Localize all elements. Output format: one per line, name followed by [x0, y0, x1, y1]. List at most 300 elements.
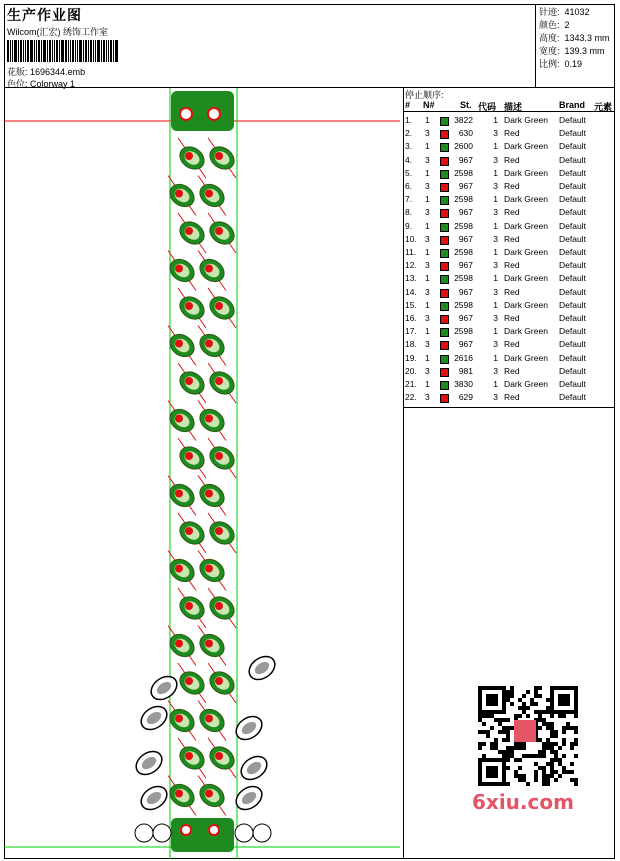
flower-dot [205, 190, 213, 198]
qr-module [550, 774, 554, 778]
qr-module [522, 706, 526, 710]
row-desc: Dark Green [504, 194, 548, 205]
flower-dot [215, 677, 223, 685]
row-desc: Dark Green [504, 247, 548, 257]
row-stitches: 981 [458, 365, 473, 376]
qr-module [562, 742, 566, 746]
qr-module [562, 738, 566, 742]
qr-module [558, 714, 562, 718]
qr-module [478, 714, 482, 718]
qr-module [562, 770, 566, 774]
row-code: 3 [493, 392, 498, 403]
row-desc: Red [504, 365, 520, 376]
qr-module [482, 722, 486, 726]
row-brand: Default [559, 247, 586, 257]
table-row [404, 115, 615, 128]
qr-module [526, 690, 530, 694]
colorway-label: 色位: [7, 79, 28, 89]
color-swatch [440, 117, 449, 126]
row-stitches: 967 [458, 181, 473, 191]
flower-dot [205, 490, 213, 498]
spec-label: 颜色: [539, 20, 560, 30]
row-needle: 3 [425, 207, 430, 218]
qr-logo [514, 720, 536, 742]
flower-dot [215, 527, 223, 535]
lace-ring [235, 824, 253, 842]
flower-dot [205, 640, 213, 648]
row-index: 22. [405, 392, 417, 403]
qr-module [570, 770, 574, 774]
flower-dot [215, 452, 223, 460]
row-code: 1 [493, 352, 498, 363]
spec-scale [539, 57, 582, 70]
qr-module [530, 702, 534, 706]
qr-module [506, 698, 510, 702]
qr-module [546, 738, 550, 742]
color-swatch [440, 196, 449, 205]
qr-module [554, 770, 558, 774]
qr-module [550, 726, 554, 730]
qr-module [542, 770, 546, 774]
flower-dot [185, 527, 193, 535]
row-index: 10. [405, 233, 417, 244]
qr-module [554, 750, 558, 754]
row-brand: Default [559, 260, 586, 271]
qr-module [542, 718, 546, 722]
spec-height [539, 31, 610, 44]
qr-module [522, 754, 526, 758]
qr-module [538, 710, 542, 714]
qr-module [518, 758, 522, 762]
row-desc: Red [504, 260, 520, 271]
row-index: 7. [405, 194, 413, 205]
color-swatch [440, 143, 449, 152]
flower-dot [205, 790, 213, 798]
qr-module [506, 754, 510, 758]
row-desc: Dark Green [504, 141, 548, 152]
qr-module [502, 730, 506, 734]
qr-module [570, 778, 574, 782]
flower-dot [185, 452, 193, 460]
qr-module [506, 718, 510, 722]
table-row [404, 260, 615, 273]
row-needle: 1 [425, 273, 430, 284]
qr-module [566, 726, 570, 730]
spec-value: 1343.3 mm [564, 33, 610, 43]
qr-module [510, 690, 514, 694]
row-index: 13. [405, 273, 417, 284]
qr-module [490, 742, 494, 746]
qr-module [478, 742, 482, 746]
col-stitches: St. [460, 100, 472, 110]
qr-module [522, 710, 526, 714]
qr-module [506, 758, 510, 762]
qr-module [478, 730, 482, 734]
row-brand: Default [559, 299, 586, 310]
row-index: 21. [405, 379, 417, 389]
spec-label: 针迹: [539, 7, 560, 17]
row-code: 3 [493, 339, 498, 350]
qr-module [514, 746, 518, 750]
row-needle: 3 [425, 286, 430, 297]
table-row [404, 207, 615, 220]
qr-module [574, 782, 578, 786]
watermark-brand: 6xiu.com [472, 790, 574, 814]
spec-label: 高度: [539, 33, 560, 43]
table-row [404, 379, 615, 392]
row-index: 18. [405, 339, 417, 350]
qr-module [546, 706, 550, 710]
spec-value: 41032 [564, 7, 590, 17]
row-desc: Dark Green [504, 167, 548, 178]
qr-module [562, 714, 566, 718]
flower-dot [185, 302, 193, 310]
qr-module [574, 714, 578, 718]
color-swatch [440, 341, 449, 350]
qr-module [542, 778, 546, 782]
row-desc: Red [504, 233, 520, 244]
row-desc: Red [504, 339, 520, 350]
qr-module [554, 754, 558, 758]
flower-dot [215, 152, 223, 160]
top-cap-ring [208, 108, 220, 120]
table-row [404, 326, 615, 339]
qr-module [482, 730, 486, 734]
color-swatch [440, 209, 449, 218]
spec-panel [536, 4, 615, 88]
qr-module [538, 726, 542, 730]
qr-module [502, 718, 506, 722]
qr-module [502, 738, 506, 742]
row-stitches: 630 [458, 128, 473, 139]
table-row [404, 313, 615, 326]
qr-module [574, 754, 578, 758]
flower-dot [185, 677, 193, 685]
row-brand: Default [559, 326, 586, 337]
row-needle: 3 [425, 392, 430, 403]
qr-module [506, 690, 510, 694]
row-index: 17. [405, 326, 417, 337]
spec-label: 宽度: [539, 46, 560, 56]
spec-width [539, 44, 605, 57]
qr-module [558, 762, 562, 766]
row-desc: Dark Green [504, 273, 548, 284]
qr-module [526, 754, 530, 758]
qr-module [550, 758, 554, 762]
qr-module [478, 746, 482, 750]
row-brand: Default [559, 181, 586, 191]
qr-module [522, 778, 526, 782]
table-title: 停止顺序: [405, 90, 444, 100]
row-brand: Default [559, 141, 586, 152]
flower-dot [175, 265, 183, 273]
qr-module [570, 746, 574, 750]
table-row [404, 155, 615, 168]
row-stitches: 2598 [454, 220, 473, 231]
qr-module [522, 742, 526, 746]
row-needle: 3 [425, 313, 430, 323]
qr-module [546, 698, 550, 702]
flower-dot [175, 490, 183, 498]
flower-dot [215, 602, 223, 610]
qr-module [514, 758, 518, 762]
qr-module [498, 718, 502, 722]
qr-module [510, 754, 514, 758]
qr-module [542, 722, 546, 726]
row-desc: Red [504, 286, 520, 297]
qr-module [498, 730, 502, 734]
row-desc: Red [504, 313, 520, 323]
row-desc: Dark Green [504, 379, 548, 389]
spec-value: 139.3 mm [564, 46, 605, 56]
qr-module [542, 774, 546, 778]
qr-module [490, 746, 494, 750]
col-code: 代码 [478, 102, 497, 112]
qr-module [518, 742, 522, 746]
row-needle: 3 [425, 365, 430, 376]
table-row [404, 247, 615, 260]
row-brand: Default [559, 194, 586, 205]
table-row [404, 287, 615, 300]
qr-module [546, 782, 550, 786]
row-brand: Default [559, 379, 586, 389]
qr-finder-core [558, 694, 570, 706]
qr-module [574, 726, 578, 730]
qr-module [522, 702, 526, 706]
qr-module [534, 702, 538, 706]
qr-module [538, 766, 542, 770]
qr-module [506, 738, 510, 742]
flower-dot [175, 415, 183, 423]
row-brand: Default [559, 233, 586, 244]
qr-module [510, 750, 514, 754]
color-swatch [440, 275, 449, 284]
flower-dot [175, 565, 183, 573]
qr-module [514, 770, 518, 774]
row-brand: Default [559, 392, 586, 403]
row-brand: Default [559, 286, 586, 297]
qr-module [530, 698, 534, 702]
flower-dot [205, 340, 213, 348]
spec-value: 0.19 [564, 59, 583, 69]
bottom-cap-ring [209, 825, 219, 835]
header-panel [4, 4, 536, 88]
row-stitches: 2598 [454, 326, 473, 337]
qr-module [550, 746, 554, 750]
row-code: 1 [493, 273, 498, 284]
page-title: 生产作业图 [7, 7, 82, 23]
qr-module [550, 730, 554, 734]
row-needle: 1 [425, 115, 430, 125]
qr-module [538, 738, 542, 742]
qr-module [542, 742, 546, 746]
qr-module [558, 758, 562, 762]
color-swatch [440, 223, 449, 232]
qr-module [526, 706, 530, 710]
flower-dot [185, 752, 193, 760]
qr-module [510, 686, 514, 690]
row-needle: 1 [425, 379, 430, 389]
qr-module [546, 762, 550, 766]
colorway-value: Colorway 1 [30, 79, 76, 89]
qr-module [554, 734, 558, 738]
qr-module [518, 698, 522, 702]
row-needle: 1 [425, 141, 430, 152]
qr-module [506, 730, 510, 734]
row-code: 1 [493, 141, 498, 152]
qr-module [494, 718, 498, 722]
row-needle: 3 [425, 260, 430, 271]
row-stitches: 967 [458, 154, 473, 165]
qr-module [554, 742, 558, 746]
row-needle: 3 [425, 233, 430, 244]
qr-module [506, 782, 510, 786]
qr-module [558, 774, 562, 778]
row-code: 3 [493, 154, 498, 165]
qr-module [518, 706, 522, 710]
table-header [404, 100, 615, 112]
qr-module [506, 734, 510, 738]
qr-module [542, 750, 546, 754]
row-index: 20. [405, 365, 417, 376]
qr-module [574, 738, 578, 742]
row-code: 3 [493, 365, 498, 376]
qr-module [522, 694, 526, 698]
qr-module [574, 778, 578, 782]
qr-module [562, 730, 566, 734]
qr-module [490, 726, 494, 730]
embroidery-design [4, 88, 404, 859]
row-brand: Default [559, 339, 586, 350]
lace-ring [153, 824, 171, 842]
row-stitches: 2598 [454, 194, 473, 205]
row-index: 9. [405, 220, 413, 231]
row-stitches: 967 [458, 286, 473, 297]
row-brand: Default [559, 207, 586, 218]
barcode-icon [7, 40, 139, 62]
row-index: 16. [405, 313, 417, 323]
table-row [404, 221, 615, 234]
row-stitches: 2598 [454, 273, 473, 284]
row-code: 1 [493, 115, 498, 125]
table-row [404, 366, 615, 379]
color-swatch [440, 355, 449, 364]
flower-dot [215, 227, 223, 235]
row-desc: Red [504, 392, 520, 403]
flower-dot [175, 190, 183, 198]
qr-module [510, 726, 514, 730]
qr-module [550, 734, 554, 738]
row-desc: Red [504, 128, 520, 139]
row-desc: Dark Green [504, 115, 548, 125]
table-row [404, 234, 615, 247]
flower-dot [215, 377, 223, 385]
row-stitches: 2600 [454, 141, 473, 152]
qr-module [534, 690, 538, 694]
table-row [404, 300, 615, 313]
flower-dot [175, 340, 183, 348]
row-brand: Default [559, 352, 586, 363]
qr-module [542, 754, 546, 758]
color-swatch [440, 394, 449, 403]
qr-module [518, 774, 522, 778]
color-swatch [440, 289, 449, 298]
row-stitches: 2616 [454, 352, 473, 363]
row-index: 2. [405, 128, 413, 139]
top-cap-ring [180, 108, 192, 120]
row-stitches: 629 [458, 392, 473, 403]
row-stitches: 2598 [454, 247, 473, 257]
qr-module [510, 746, 514, 750]
row-code: 3 [493, 260, 498, 271]
qr-module [562, 766, 566, 770]
qr-module [482, 742, 486, 746]
qr-module [550, 714, 554, 718]
qr-module [510, 702, 514, 706]
qr-module [538, 694, 542, 698]
qr-module [570, 762, 574, 766]
qr-module [514, 774, 518, 778]
qr-module [542, 766, 546, 770]
qr-module [494, 746, 498, 750]
row-brand: Default [559, 154, 586, 165]
qr-module [486, 730, 490, 734]
row-needle: 3 [425, 154, 430, 165]
qr-module [542, 710, 546, 714]
qr-module [534, 694, 538, 698]
flower-dot [205, 415, 213, 423]
table-row [404, 181, 615, 194]
spec-stitches [539, 5, 590, 18]
qr-module [538, 714, 542, 718]
qr-module [574, 730, 578, 734]
row-code: 1 [493, 167, 498, 178]
row-brand: Default [559, 167, 586, 178]
lace-ring [253, 824, 271, 842]
row-index: 12. [405, 260, 417, 271]
design-canvas [4, 88, 404, 859]
qr-module [542, 746, 546, 750]
color-swatch [440, 183, 449, 192]
row-desc: Red [504, 154, 520, 165]
qr-module [506, 726, 510, 730]
table-row [404, 273, 615, 286]
row-index: 19. [405, 352, 417, 363]
col-element: 元素 [594, 102, 613, 112]
qr-module [534, 770, 538, 774]
row-index: 11. [405, 247, 417, 257]
qr-module [574, 742, 578, 746]
row-stitches: 3822 [454, 115, 473, 125]
row-stitches: 967 [458, 313, 473, 323]
color-swatch [440, 328, 449, 337]
row-stitches: 967 [458, 207, 473, 218]
qr-module [518, 778, 522, 782]
table-row [404, 141, 615, 154]
row-stitches: 3830 [454, 379, 473, 389]
row-needle: 1 [425, 220, 430, 231]
qr-module [502, 750, 506, 754]
row-index: 8. [405, 207, 413, 218]
row-code: 3 [493, 233, 498, 244]
lace-ring [135, 824, 153, 842]
row-stitches: 967 [458, 260, 473, 271]
table-row [404, 194, 615, 207]
flower-dot [205, 565, 213, 573]
qr-module [546, 710, 550, 714]
spec-label: 比例: [539, 59, 560, 69]
qr-module [494, 738, 498, 742]
